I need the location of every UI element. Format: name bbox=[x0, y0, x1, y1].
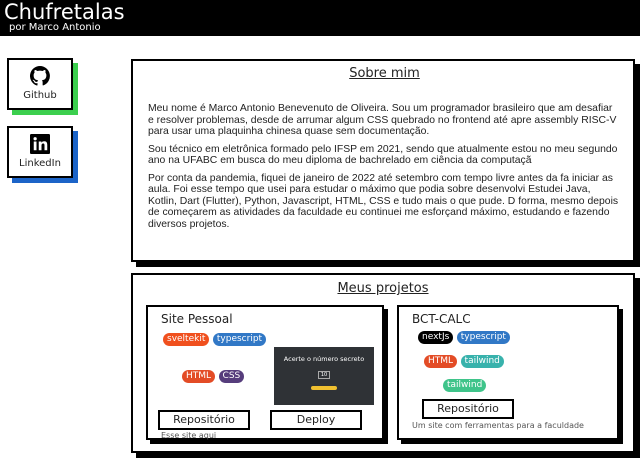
github-label: Github bbox=[23, 90, 57, 101]
about-paragraph bbox=[148, 103, 621, 138]
about-line: assembly RISC-V para usar uma plaquinha chinesa quase sem documentação. bbox=[148, 114, 617, 137]
about-line: Sou técnico em eletrônica formado pelo IFSP em 2021, sendo que atualmente estou no meu bbox=[148, 143, 575, 155]
github-link[interactable] bbox=[7, 58, 73, 110]
about-line: Estudei Java, Kotlin, Dart (Flutter), Python, Javascript, HTML, CSS e tudo mais o que pude. D bbox=[148, 184, 591, 207]
about-line: máximo, estudando e fazendo diversos projetos. bbox=[148, 207, 610, 230]
tag: typescript bbox=[457, 331, 510, 344]
about-line: segundo ano na UFABC em busca do meu diploma de bachrelado em ciência da computaçã bbox=[148, 143, 618, 166]
tag: sveltekit bbox=[163, 333, 209, 346]
linkedin-icon bbox=[30, 134, 50, 154]
project-desc: Um site com ferramentas para a faculdade bbox=[412, 421, 584, 430]
about-title: Sobre mim bbox=[349, 66, 420, 81]
site-subtitle: por Marco Antonio bbox=[9, 22, 101, 33]
about-line: Meu nome é Marco Antonio Benevenuto de Oliveira. Sou um programador brasileiro que am bbox=[148, 103, 573, 114]
linkedin-label: LinkedIn bbox=[19, 158, 61, 169]
project-screenshot bbox=[274, 347, 374, 405]
linkedin-link[interactable] bbox=[7, 126, 73, 178]
tag: nextJs bbox=[418, 331, 453, 344]
deploy-button[interactable]: Deploy bbox=[270, 410, 362, 430]
about-paragraph bbox=[148, 173, 621, 231]
about-line: desafiar e resolver problemas, desde de arrumar algum CSS quebrado no frontend até apre bbox=[148, 103, 613, 126]
about-text bbox=[148, 103, 621, 230]
site-title: Chufretalas bbox=[4, 0, 125, 24]
github-icon bbox=[30, 66, 50, 86]
project-desc: Esse site aqui bbox=[161, 431, 217, 440]
projects-title: Meus projetos bbox=[337, 281, 429, 296]
tag: tailwind bbox=[461, 355, 504, 368]
repo-button[interactable]: Repositório bbox=[422, 399, 514, 419]
project-card-bct-calc bbox=[397, 305, 619, 440]
tag: CSS bbox=[219, 370, 245, 383]
project-name: Site Pessoal bbox=[161, 312, 233, 326]
screenshot-heading: Acerte o número secreto bbox=[283, 355, 365, 363]
screenshot-button bbox=[311, 386, 337, 390]
project-card-site-pessoal bbox=[146, 305, 384, 440]
screenshot-value: 10 bbox=[318, 371, 330, 379]
about-paragraph bbox=[148, 144, 621, 167]
header bbox=[0, 0, 640, 36]
about-line: iniciar as aula. Foi esse tempo que usei para estudar o máximo que podia sobre desenvolvi bbox=[148, 172, 613, 195]
project-name: BCT-CALC bbox=[412, 312, 471, 326]
repo-button[interactable]: Repositório bbox=[158, 410, 250, 430]
tag: tailwind bbox=[443, 379, 486, 392]
tag: typescript bbox=[213, 333, 266, 346]
about-line: forma, mesmo depois de começarem as atividades da faculdade eu continuei me esforçand bbox=[148, 195, 619, 218]
tag: HTML bbox=[182, 370, 215, 383]
tag: HTML bbox=[424, 355, 457, 368]
about-section bbox=[131, 59, 635, 262]
about-line: Por conta da pandemia, fiquei de janeiro de 2022 até setembro com tempo livre antes da fa bbox=[148, 172, 570, 184]
